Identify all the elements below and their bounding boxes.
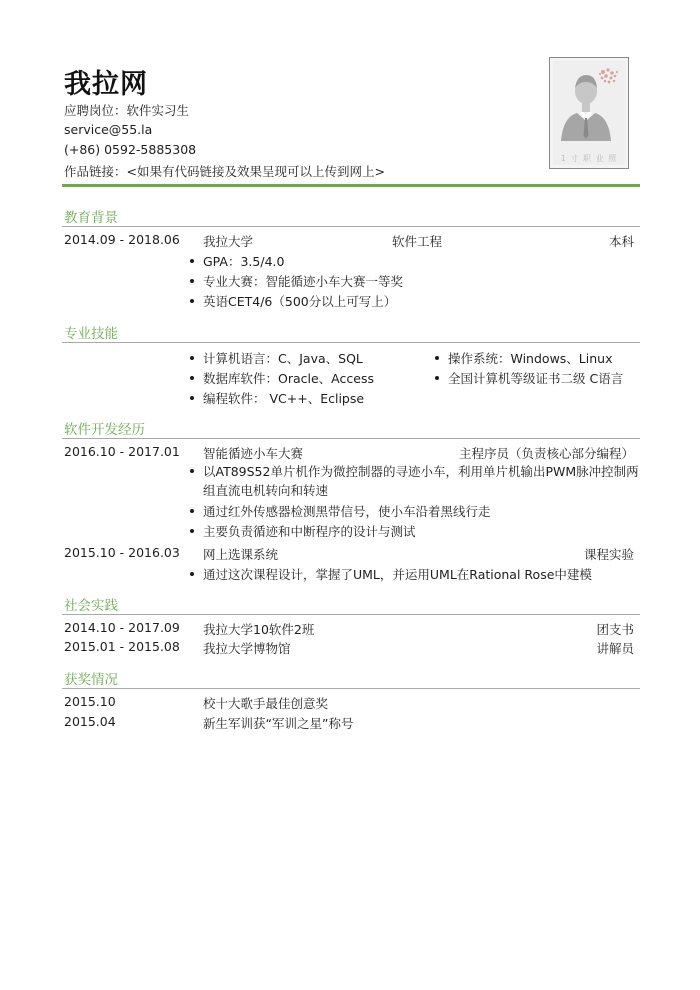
section-divider <box>62 438 640 439</box>
section-divider <box>62 342 640 343</box>
list-item: 英语CET4/6（500分以上可写上） <box>203 294 397 309</box>
education-major: 软件工程 <box>392 234 443 249</box>
award-date: 2015.04 <box>64 714 116 729</box>
list-item: 通过这次课程设计，掌握了UML，并运用UML在Rational Rose中建模 <box>203 567 592 582</box>
photo-caption: 1 寸 职 业 照 <box>560 154 618 163</box>
header-divider <box>62 184 640 187</box>
email-line: service@55.la <box>64 122 153 137</box>
list-item: GPA：3.5/4.0 <box>203 254 285 269</box>
list-item: 操作系统：Windows、Linux <box>448 351 613 366</box>
photo-placeholder-icon <box>553 61 625 165</box>
project-role: 主程序员（负责核心部分编程） <box>458 446 634 461</box>
project-role: 课程实验 <box>583 547 634 562</box>
award-name: 新生军训获“军训之星”称号 <box>203 716 354 731</box>
section-title-skills: 专业技能 <box>64 326 118 342</box>
social-role: 团支书 <box>596 622 634 637</box>
list-item: 编程软件： VC++、Eclipse <box>203 391 365 406</box>
social-date: 2015.01 - 2015.08 <box>64 639 180 654</box>
award-date: 2015.10 <box>64 694 116 709</box>
section-divider <box>62 688 640 689</box>
section-divider <box>62 614 640 615</box>
project-name: 网上选课系统 <box>203 547 279 562</box>
list-item: 计算机语言：C、Java、SQL <box>203 351 363 366</box>
list-item: 通过红外传感器检测黑带信号，使小车沿着黑线行走 <box>203 504 491 519</box>
list-item: 以AT89S52单片机作为微控制器的寻迹小车，利用单片机输出PWM脉冲控制两组直流电机转向和转速 <box>203 462 643 500</box>
social-role: 讲解员 <box>596 641 634 656</box>
section-title-education: 教育背景 <box>64 210 118 226</box>
social-date: 2014.10 - 2017.09 <box>64 620 180 635</box>
project-name: 智能循迹小车大赛 <box>203 446 304 461</box>
section-divider <box>62 226 640 227</box>
section-title-projects: 软件开发经历 <box>64 422 145 438</box>
candidate-name: 我拉网 <box>64 69 148 100</box>
list-item: 主要负责循迹和中断程序的设计与测试 <box>203 524 416 539</box>
project-date: 2016.10 - 2017.01 <box>64 444 180 459</box>
phone-line: (+86) 0592-5885308 <box>64 142 197 157</box>
list-item: 全国计算机等级证书二级 C语言 <box>448 371 624 386</box>
social-org: 我拉大学博物馆 <box>203 641 291 656</box>
list-item: 数据库软件：Oracle、Access <box>203 371 374 386</box>
portfolio-line: 作品链接：<如果有代码链接及效果呈现可以上传到网上> <box>64 164 385 179</box>
section-title-social: 社会实践 <box>64 598 118 614</box>
profile-photo <box>549 57 629 169</box>
award-name: 校十大歌手最佳创意奖 <box>203 696 329 711</box>
education-date: 2014.09 - 2018.06 <box>64 232 180 247</box>
education-school: 我拉大学 <box>203 234 254 249</box>
social-org: 我拉大学10软件2班 <box>203 622 315 637</box>
project-date: 2015.10 - 2016.03 <box>64 545 180 560</box>
education-degree: 本科 <box>608 234 634 249</box>
list-item: 专业大赛：智能循迹小车大赛一等奖 <box>203 274 404 289</box>
position-line: 应聘岗位：软件实习生 <box>64 103 190 118</box>
section-title-awards: 获奖情况 <box>64 672 118 688</box>
